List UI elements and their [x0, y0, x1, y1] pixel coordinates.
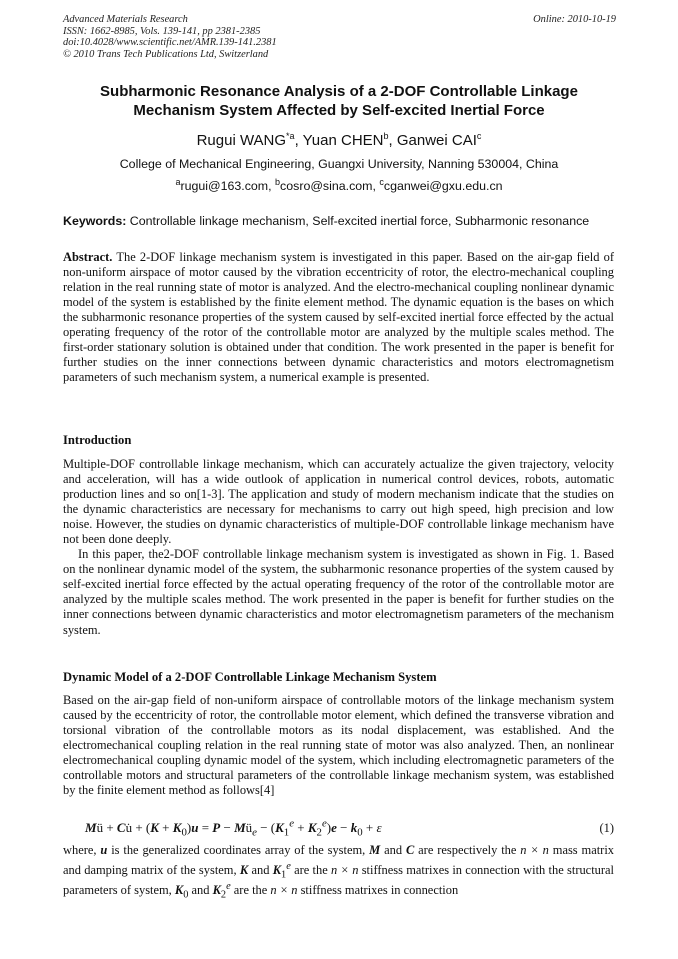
author-1-sup: *a: [286, 131, 295, 141]
affiliation: College of Mechanical Engineering, Guangxi University, Nanning 530004, China: [119, 157, 559, 171]
symbol-K: K: [239, 863, 249, 877]
keywords: [63, 214, 623, 229]
symbol-K1e: K: [272, 863, 281, 877]
online-date: Online: 2010-10-19: [533, 14, 616, 25]
email-2: cosro@sina.com,: [280, 179, 380, 193]
email-1: rugui@163.com,: [180, 179, 276, 193]
where-text: and: [380, 843, 406, 857]
abstract-paragraph: [63, 250, 614, 385]
email-2-sup: b: [275, 176, 281, 187]
symbol-n-by-n: n × n: [520, 843, 549, 857]
author-2: , Yuan CHEN: [294, 132, 384, 149]
introduction-paragraph-2: In this paper, the2-DOF controllable linkage mechanism system is investigated as shown in Fig. 1. Based on the nonlinear dynamic model of the system, the subharmonic resonance properties of the system caused by self-excited inertial force effected by the actual operating frequency of the rotor of the controllable motor are analyzed by the multiple scales method. The work presented in the paper is benefit for further studies on the inner connections between dynamic characteristics and motor electromagnetism parameters of the mechanism system.: [63, 547, 614, 637]
where-text: are respectively the: [414, 843, 521, 857]
issn-line: ISSN: 1662-8985, Vols. 139-141, pp 2381-2385: [63, 25, 261, 37]
introduction-body: [63, 457, 614, 638]
introduction-heading: Introduction: [63, 433, 132, 447]
title-line-2: Mechanism System Affected by Self-excited Inertial Force: [133, 102, 545, 119]
equation-1: [85, 817, 614, 839]
equation-1-body: Mü + Cu̇ + $(K + K_0)u = P$ − $Mü_e - (K_1^e + K_2^e)e - k_0 + \varepsilon$: [85, 817, 382, 839]
where-text: are the: [230, 883, 271, 897]
email-3: cganwei@gxu.edu.cn: [383, 179, 503, 193]
email-3-sup: c: [379, 176, 384, 187]
title-line-1: Subharmonic Resonance Analysis of a 2-DOF Controllable Linkage: [100, 83, 578, 100]
where-text: stiffness matrixes in connection with the structural parameters of system,: [63, 863, 614, 897]
where-text: stiffness matrixes in connection: [297, 883, 459, 897]
abstract-label: Abstract.: [63, 250, 113, 264]
symbol-C: C: [405, 843, 415, 857]
doi-line: doi:10.4028/www.scientific.net/AMR.139-141.2381: [63, 37, 277, 49]
symbol-n-by-n: n × n: [331, 863, 359, 877]
journal-name: Advanced Materials Research: [63, 14, 188, 25]
journal-header: [63, 14, 616, 60]
where-text: and: [248, 863, 273, 877]
where-text: is the generalized coordinates array of the system,: [107, 843, 370, 857]
symbol-K0: K: [174, 883, 184, 897]
author-emails: [40, 178, 638, 194]
author-1: Rugui WANG: [196, 132, 287, 149]
symbol-M: M: [369, 843, 381, 857]
copyright-line: © 2010 Trans Tech Publications Ltd, Switzerland: [63, 48, 269, 60]
keywords-text: Controllable linkage mechanism, Self-excited inertial force, Subharmonic resonance: [126, 214, 590, 228]
symbol-n-by-n: n × n: [270, 883, 298, 897]
dynamic-model-paragraph: Based on the air-gap field of non-uniform airspace of controllable motors of the linkage mechanism system caused by the eccentricity of rotor, the controllable motor element, which defined the transverse vibration and torsional vibration of the controllable motors as its nodal displacement, was established. And the electromechanical coupling relation in the real running state of motor was also analyzed. Then, an nonlinear electromechanical coupling dynamic model of the system, which including electromagnetic parameters of the controllable motors and structural parameters of the controllable linkage mechanism system, was established by the finite element method as follows[4]: [63, 693, 614, 798]
where-text: and: [188, 883, 213, 897]
symbol-u: u: [100, 843, 108, 857]
author-3-sup: c: [476, 131, 482, 141]
where-text: where,: [63, 843, 101, 857]
equation-1-number: (1): [599, 821, 614, 835]
author-3: , Ganwei CAI: [388, 132, 477, 149]
author-2-sup: b: [383, 131, 389, 141]
where-text: mass matrix and damping matrix of the system,: [63, 843, 615, 877]
email-1-sup: a: [175, 176, 181, 187]
where-text: are the: [290, 863, 332, 877]
dynamic-model-heading: Dynamic Model of a 2-DOF Controllable Linkage Mechanism System: [63, 670, 437, 684]
keywords-label: Keywords:: [63, 214, 127, 228]
paper-title: [40, 82, 638, 120]
introduction-paragraph-1: Multiple-DOF controllable linkage mechanism, which can accurately actualize the given trajectory, velocity and acceleration, will has a wide outlook of application in numerical control devices, robots, automatic production lines and so on[1-3]. The application and study of modern mechanism indicate that the studies on the dynamic characteristics are necessary for mechanisms to carry out high speed, high precision and low noise. However, the studies on dynamic characteristics of multiple-DOF controllable linkage mechanism have not been done deeply.: [63, 457, 614, 547]
where-paragraph: where, u is the generalized coordinates array of the system, M and C are respectively the n × n mass matrix and damping matrix of the system, K and $K_1^e$ are the n × n stiffness matrixes in connection with the structural parameters of system, $K_0$ and $K_2^e$ are the n × n stiffness matrixes in connection: [63, 843, 615, 901]
abstract-text: The 2-DOF linkage mechanism system is investigated in this paper. Based on the air-gap field of non-uniform airspace of motor caused by the vibration eccentricity of rotor, the electro-mechanical coupling relation in the real running state of motor is analyzed. And the electro-mechanical coupling nonlinear dynamic model of the system is established by the finite element method. The dynamic equation is the bases on which the subharmonic resonance properties of the system caused by self-excited inertial force effected by the actual operating frequency of the rotor of the controllable motor are analyzed by the multiple scales method. The first-order stationary solution is obtained under that condition. The work presented in the paper is benefit for further studies on the inner connections between dynamic characteristics and motors electromagnetism parameters of such mechanism system, a numerical example is presented.: [63, 250, 614, 385]
symbol-K2e: K: [212, 883, 221, 897]
author-list: [40, 131, 638, 151]
